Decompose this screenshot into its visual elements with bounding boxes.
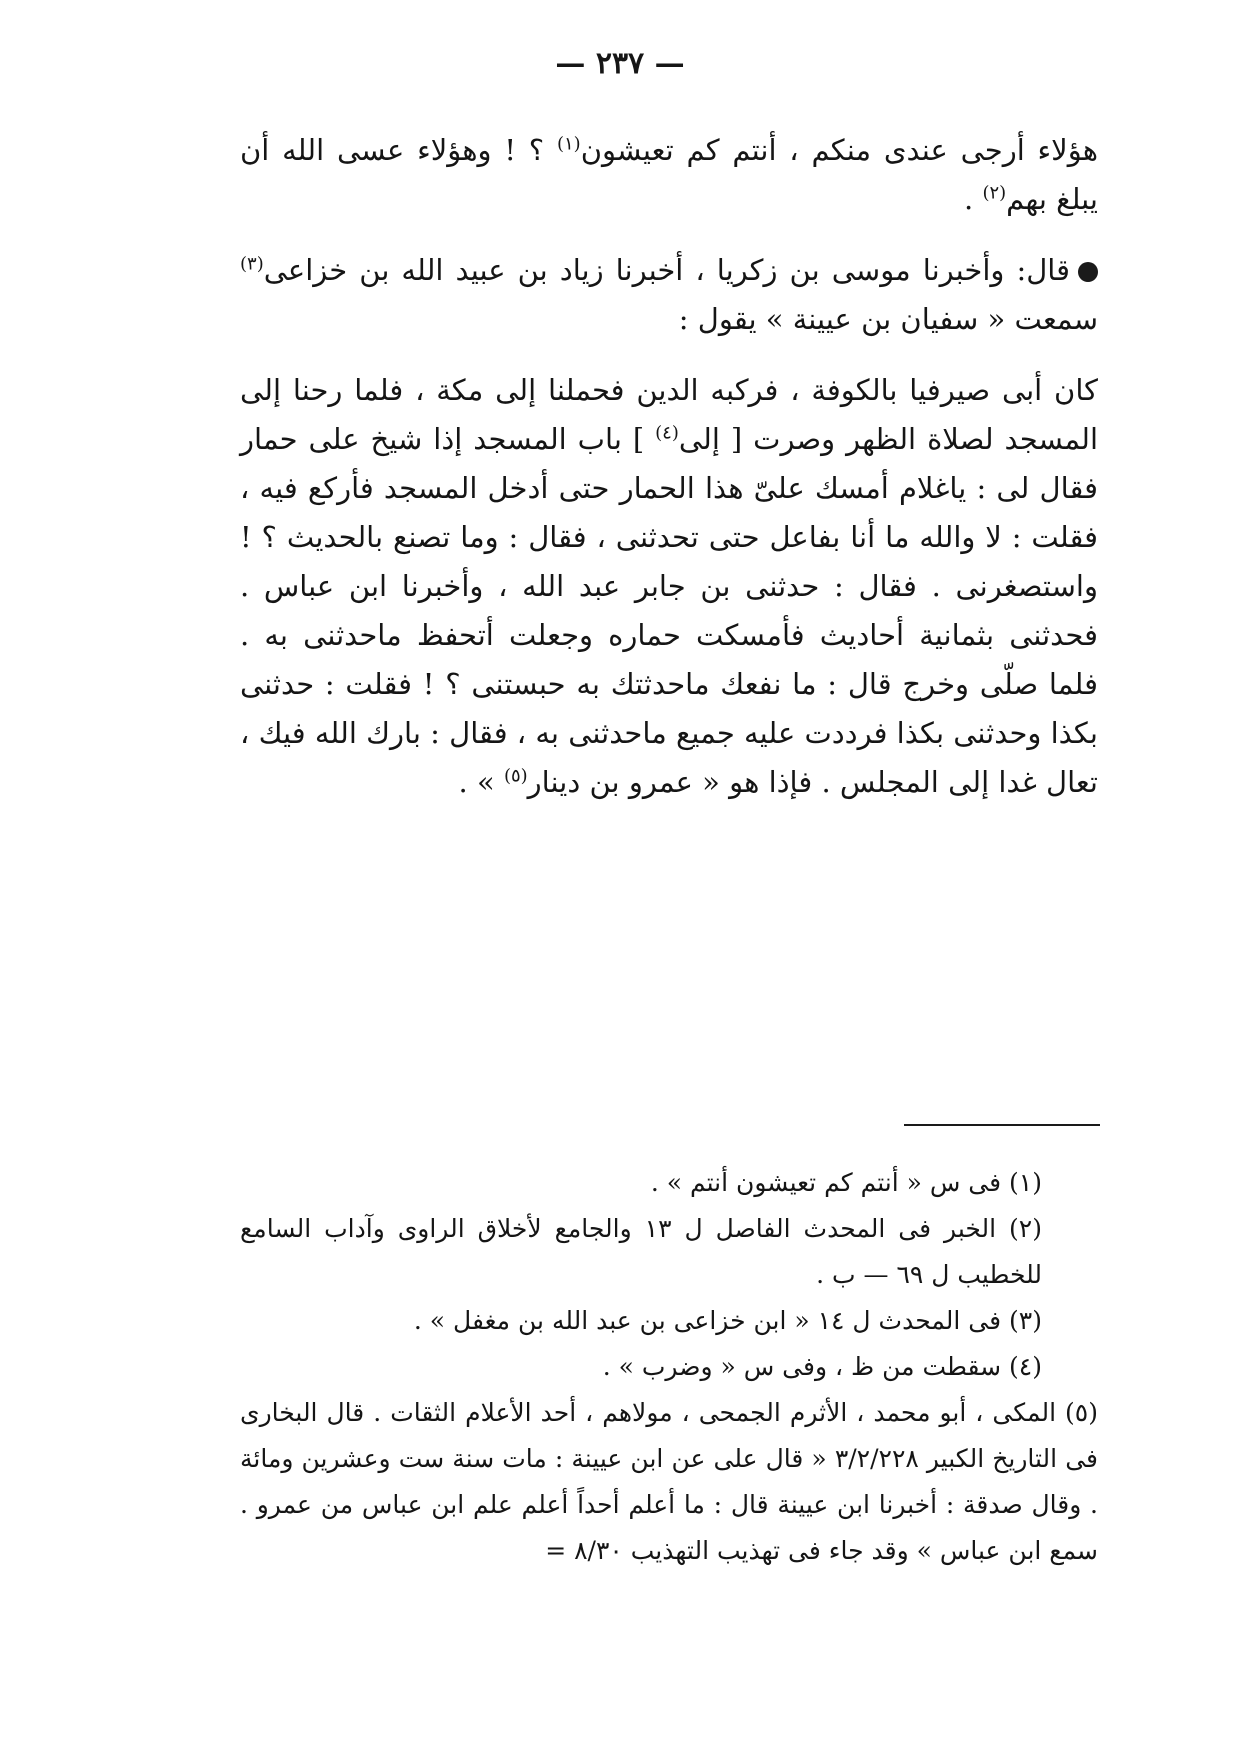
p3-text-b: ] باب المسجد إذا شيخ على حمار فقال لى : ياغلام أمسك علىّ هذا الحمار حتى أدخل المسجد فأركع فيه ، فقلت : لا والله ما أنا بفاعل حتى تحدثنى ، فقال : وما تصنع بالحديث ؟ ! واستصغرنى . فقال : حدثنى بن جابر عبد الله ، وأخبرنا ابن عباس . فحدثنى بثمانية أحاديث فأمسكت حماره وجعلت أتحفظ ماحدثنى به . فلما صلّى وخرج قال : ما نفعك ماحدثتك به حبستنى ؟ ! فقلت : حدثنى بكذا وحدثنى بكذا فرددت عليه جميع ماحدثنى به ، فقال : بارك الله فيك ، تعال غدا إلى المجلس . فإذا هو « عمرو بن دينار	[240, 422, 1098, 799]
p2-text: قال: وأخبرنا موسى بن زكريا ، أخبرنا زياد بن عبيد الله بن خزاعى	[263, 253, 1070, 287]
p2-text-b: سمعت « سفيان بن عيينة » يقول :	[678, 302, 1098, 336]
footnote-ref-4[interactable]: (٤)	[655, 422, 679, 444]
footnote-1: (١) فى س « أنتم كم تعيشون أنتم » .	[650, 1168, 1042, 1197]
main-text	[240, 126, 1098, 807]
p1-text: هؤلاء أرجى عندى منكم ، أنتم كم تعيشون	[580, 133, 1098, 167]
p3-text: كان أبى صيرفيا بالكوفة ، فركبه الدين فحملنا إلى مكة ، فلما رحنا إلى المسجد لصلاة الظهر وصرت [ إلى	[240, 373, 1098, 456]
p1-end: .	[964, 182, 983, 216]
paragraph-1	[240, 126, 1098, 224]
p3-end: » .	[458, 765, 504, 799]
paragraph-3	[240, 366, 1098, 807]
footnote-divider	[904, 1124, 1100, 1126]
footnote-2: (٢) الخبر فى المحدث الفاصل ل ١٣ والجامع لأخلاق الراوى وآداب السامع للخطيب ل ٦٩ — ب .	[240, 1214, 1042, 1289]
footnote-3: (٣) فى المحدث ل ١٤ « ابن خزاعى بن عبد الله بن مغفل » .	[413, 1306, 1042, 1335]
footnote-ref-2[interactable]: (٢)	[982, 182, 1007, 204]
page-number: — ٢٣٧ —	[555, 46, 685, 81]
bullet-icon	[1078, 262, 1098, 282]
p1-text-b: ؟ ! وهؤلاء عسى الله أن يبلغ بهم	[240, 133, 1098, 216]
footnote-ref-5[interactable]: (٥)	[503, 765, 528, 787]
footnotes	[240, 1160, 1098, 1574]
paragraph-2	[240, 246, 1098, 344]
footnote-5: (٥) المكى ، أبو محمد ، الأثرم الجمحى ، مولاهم ، أحد الأعلام الثقات . قال البخارى فى التاريخ الكبير ٣/٢/٢٢٨ « قال على عن ابن عيينة : مات سنة ست وعشرين ومائة . وقال صدقة : أخبرنا ابن عيينة قال : ما أعلم أحداً أعلم علم ابن عباس من عمرو . سمع ابن عباس » وقد جاء فى تهذيب التهذيب ٨/٣٠ =	[240, 1398, 1098, 1565]
footnote-ref-3[interactable]: (٣)	[240, 253, 264, 275]
footnote-ref-1[interactable]: (١)	[556, 133, 581, 155]
footnote-4: (٤) سقطت من ظ ، وفى س « وضرب » .	[602, 1352, 1042, 1381]
